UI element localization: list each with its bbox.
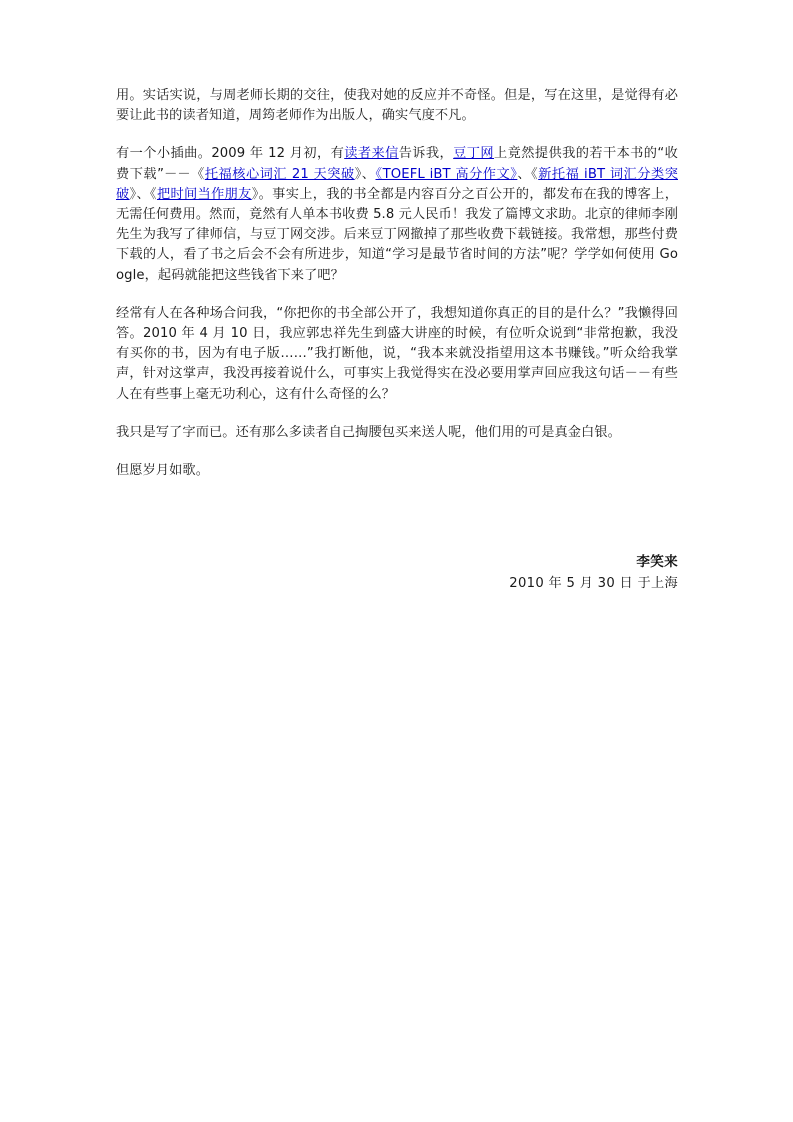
paragraph-3	[116, 304, 678, 405]
body-text-run: 告诉我，	[398, 146, 454, 162]
body-text-run: 有一个小插曲。2009 年 12 月初，有	[116, 146, 345, 162]
body-text-run: 但愿岁月如歌。	[116, 463, 210, 479]
paragraph-5	[116, 461, 678, 481]
hyperlink-3-p2[interactable]: 托福核心词汇 21 天突破	[204, 166, 355, 182]
body-text-run: 用。实话实说，与周老师长期的交往，使我对她的反应并不奇怪。但是，写在这里，是觉得有必要让此书的读者知道，周筠老师作为出版人，确实气度不凡。	[116, 88, 678, 124]
body-text-run: 》。事实上，我的书全都是内容百分之百公开的，都发布在我的博客上，无需任何费用。然而，竟然有人单本书收费 5.8 元人民币！我发了篇博文求助。北京的律师李刚先生为我写了律师信，与豆丁网交涉。后来豆丁网撤掉了那些收费下载链接。我常想，那些付费下载的人，看了书之后会不会有所进步，知道“学习是最节省时间的方法”呢？学学如何使用 Google，起码就能把这些钱省下来了吧？	[116, 186, 678, 283]
hyperlink-5-p2[interactable]: 新托福 iBT 词汇分类突破	[116, 166, 678, 202]
body-text-run: 经常有人在各种场合问我，“你把你的书全部公开了，我想知道你真正的目的是什么？”我懒得回答。2010 年 4 月 10 日，我应郭忠祥先生到盛大讲座的时候，有位听众说到“非常抱歉，我没有买你的书，因为有电子版……”我打断他，说，“我本来就没指望用这本书赚钱。”听众给我掌声，针对这掌声，我没再接着说什么，可事实上我觉得实在没必要用掌声回应我这句话－－有些人在有些事上毫无功利心，这有什么奇怪的么？	[116, 305, 678, 402]
signature-block	[116, 552, 678, 594]
hyperlink-1-p2[interactable]: 读者来信	[344, 146, 399, 162]
body-text-run: 、《	[517, 166, 539, 182]
hyperlink-2-p2[interactable]: 豆丁网	[453, 146, 495, 162]
paragraph-4	[116, 423, 678, 443]
hyperlink-6-p2[interactable]: 把时间当作朋友	[156, 186, 252, 202]
body-text-run: 我只是写了字而已。还有那么多读者自己掏腰包买来送人呢，他们用的可是真金白银。	[116, 424, 621, 440]
hyperlink-4-p2[interactable]: 《TOEFL iBT 高分作文》	[375, 166, 518, 182]
author-signature: 李笑来	[636, 554, 678, 570]
paragraph-1	[116, 86, 678, 126]
document-text-body	[116, 86, 678, 481]
body-text-run: 》、	[354, 166, 376, 182]
body-text-run: 上竟然提供我的若干本书的“收费下载”－－《	[116, 146, 678, 182]
signature-date-location: 2010 年 5 月 30 日 于上海	[509, 576, 678, 591]
paragraph-2	[116, 144, 678, 285]
body-text-run: 》、《	[129, 186, 157, 202]
